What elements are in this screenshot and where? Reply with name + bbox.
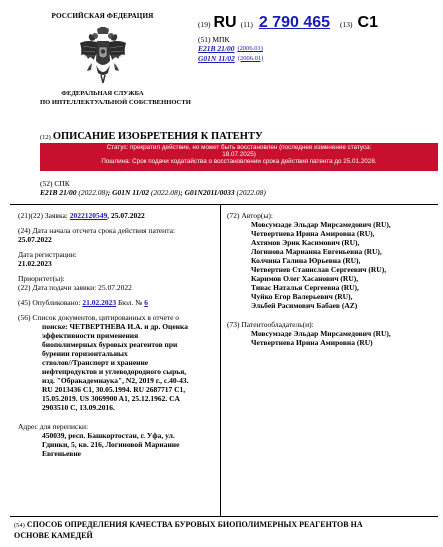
bibliographic-right-column	[227, 211, 432, 353]
author-name: Тивас Наталья Сергеевна (RU),	[251, 283, 359, 292]
issuer-block	[40, 12, 191, 108]
application-field: (21)(22) Заявка: 2022120549, 25.07.2022	[18, 211, 145, 220]
patent-id-block	[198, 14, 438, 63]
author-name: Эльбей Расимович Бабаев (AZ)	[251, 301, 358, 310]
federation-label: РОССИЙСКАЯ ФЕДЕРАЦИЯ	[51, 12, 154, 20]
bibliographic-left-column	[18, 211, 221, 464]
status-line: Статус: прекратил действие, но может быть восстановлен (последнее изменение статуса:	[106, 143, 372, 151]
patent-number-link[interactable]: 2 790 465	[258, 14, 331, 31]
bulletin-number-link[interactable]: 6	[144, 298, 148, 307]
author-name: Четвертнева Ирина Амировна (RU),	[251, 229, 375, 238]
author-name: Чуйко Егор Валерьевич (RU),	[251, 292, 353, 301]
divider	[10, 204, 438, 205]
fee-line: Пошлина: Срок подачи ходатайства о восстановлении срока действия патента до 25.01.2028.	[101, 157, 377, 165]
status-line: 18.07.2025)	[222, 150, 256, 158]
mpk-class-link[interactable]: E21B 21/00	[198, 44, 235, 53]
registration-date-field: Дата регистрации: 21.02.2023	[18, 250, 77, 268]
author-name: Мовсумзаде Эльдар Мирсамедович (RU),	[251, 220, 391, 229]
patent-office-name: ФЕДЕРАЛЬНАЯ СЛУЖБА ПО ИНТЕЛЛЕКТУАЛЬНОЙ СОБСТВЕННОСТИ	[40, 90, 191, 106]
spk-code: G01N 11/02	[112, 188, 149, 197]
country-code: RU	[213, 14, 237, 31]
priority-field: Приоритет(ы): (22) Дата подачи заявки: 25.07.2022	[18, 274, 132, 292]
author-name: Логинова Марианна Евгеньевна (RU),	[251, 247, 382, 256]
author-name: Каримов Олег Хасанович (RU),	[251, 274, 359, 283]
invention-title: (54) СПОСОБ ОПРЕДЕЛЕНИЯ КАЧЕСТВА БУРОВЫХ БИОПОЛИМЕРНЫХ РЕАГЕНТОВ НА ОСНОВЕ КАМЕДЕЙ	[14, 520, 363, 540]
spk-code: E21B 21/00	[40, 188, 77, 197]
owner-name: Мовсумзаде Эльдар Мирсамедович (RU),	[251, 329, 391, 338]
patent-owners-field: (73) Патентообладатель(и): Мовсумзаде Эльдар Мирсамедович (RU), Четвертнева Ирина Амировна (RU)	[227, 320, 432, 347]
coat-of-arms-icon	[78, 27, 128, 85]
author-name: Четвертнев Станислав Сергеевич (RU),	[251, 265, 387, 274]
author-name: Ахтямов Эрик Касимович (RU),	[251, 238, 360, 247]
document-type-title: (12) ОПИСАНИЕ ИЗОБРЕТЕНИЯ К ПАТЕНТУ	[40, 131, 263, 142]
correspondence-address: Адрес для переписки: 450039, респ. Башкортостан, г. Уфа, ул. Гдинки, 5, кв. 216, Логиновой Марианне Евгеньевне	[18, 422, 180, 458]
owner-name: Четвертнева Ирина Амировна (RU)	[251, 338, 373, 347]
kind-code: C1	[357, 14, 378, 31]
divider	[10, 516, 438, 517]
cited-documents: (56) Список документов, цитированных в отчете о поиске: ЧЕТВЕРТНЕВА И.А. и др. Оценка эффективности применения биополимерных буровых реагентов при бурении горизонтальных стволов//Транспорт и хранение нефтепродуктов и углеводородного сырья, изд. "Обракадемнаука", N2, 2019 г., с.40-43. RU 2013436 C1, 30.05.1994. RU 2687717 C1, 15.05.2019. US 3069900 A1, 25.12.1962. CA 2903510 C, 13.09.2016.	[18, 313, 189, 412]
mpk-class-link[interactable]: G01N 11/02	[198, 53, 235, 63]
application-number-link[interactable]: 2022120549	[69, 211, 108, 220]
spk-code: G01N2011/0033	[184, 188, 235, 197]
author-name: Колчина Галина Юрьевна (RU),	[251, 256, 361, 265]
term-start-field: (24) Дата начала отсчета срока действия патента: 25.07.2022	[18, 226, 175, 244]
publication-date-link[interactable]: 21.02.2023	[82, 298, 117, 307]
status-banner	[40, 143, 438, 171]
publication-field: (45) Опубликовано: 21.02.2023 Бюл. № 6	[18, 298, 148, 307]
spk-classification: (52) СПК E21B 21/00 (2022.08); G01N 11/02 (2022.08); G01N2011/0033 (2022.08)	[40, 179, 266, 197]
patent-number-line: (19) RU (11) 2 790 465 (13) C1	[198, 14, 378, 31]
authors-field: (72) Автор(ы): Мовсумзаде Эльдар Мирсамедович (RU), Четвертнева Ирина Амировна (RU), Ахтямов Эрик Касимович (RU), Логинова Марианна Евгеньевна (RU), Колчина Галина Юрьевна (RU), Четвертнев Станислав Сергеевич (RU), Каримов Олег Хасанович (RU), Тивас Наталья Сергеевна (RU), Чуйко Егор Валерьевич (RU), Эльбей Расимович Бабаев (AZ)	[227, 211, 432, 310]
mpk-classification: (51) МПК E21B 21/00 (2006.01) G01N 11/02 (2006.01)	[198, 35, 264, 63]
